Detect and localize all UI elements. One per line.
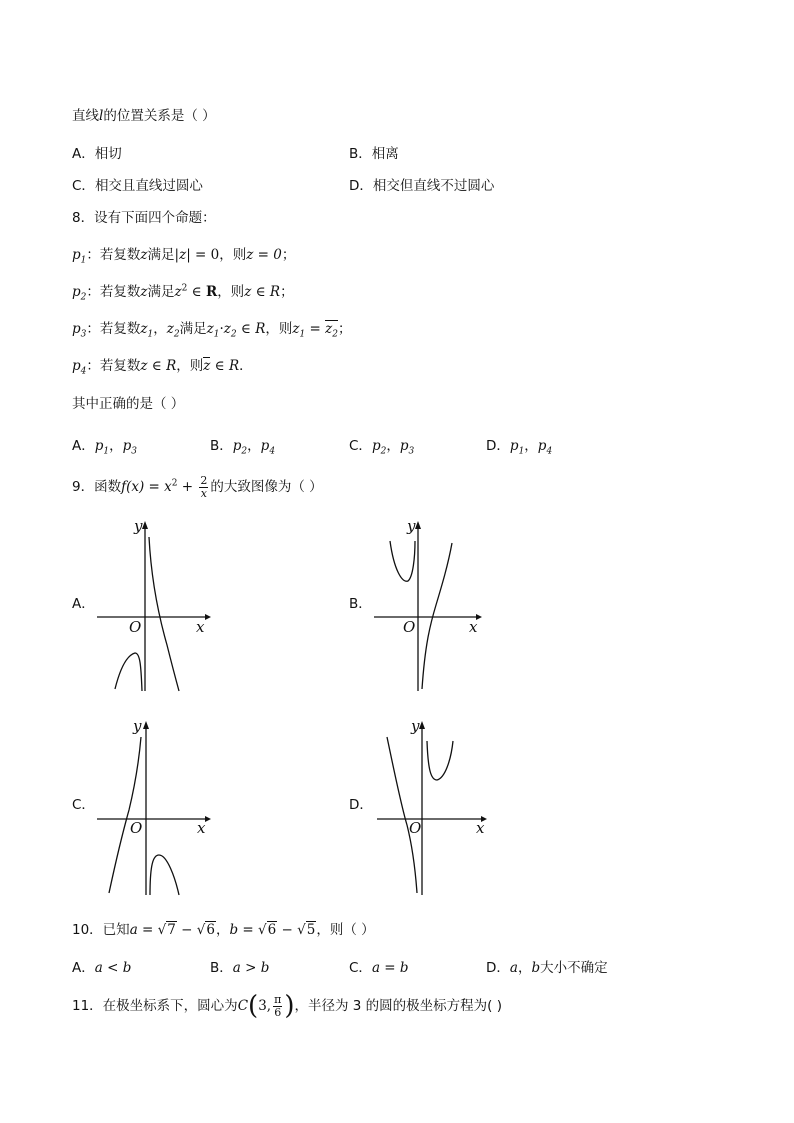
q10-option-b[interactable]: B．a > b	[210, 960, 270, 976]
q10-option-d[interactable]: D．a，b大小不确定	[486, 960, 608, 976]
q8-question: 其中正确的是（ ）	[72, 396, 185, 412]
x-axis-arrow	[205, 614, 211, 620]
q9-option-b-label[interactable]: B．	[349, 596, 372, 612]
q8-option-b[interactable]: B．$p_2$，$p_4$	[210, 438, 276, 457]
curve-right-branch	[427, 741, 453, 780]
curve-left-branch	[115, 653, 142, 691]
y-axis-label: y	[134, 517, 143, 535]
origin-label: O	[409, 819, 422, 837]
origin-label: O	[129, 618, 142, 636]
curve-left-branch	[387, 737, 417, 893]
q8-proposition-p2: $p_2$：若复数z满足$z^2$ ∈ R，则z ∈ R；	[72, 283, 294, 303]
q11-stem: 11．在极坐标系下，圆心为C(3, $\frac{\pi}{6}$ )，半径为 3 的圆的极坐标方程为( )	[72, 991, 502, 1021]
q9-option-c-label[interactable]: C．	[72, 797, 95, 813]
q9-graph-c[interactable]	[95, 715, 215, 900]
q9-graph-a[interactable]	[95, 515, 215, 695]
q7-option-d[interactable]: D．相交但直线不过圆心	[349, 178, 495, 194]
curve-left-branch	[109, 737, 141, 893]
q9-graph-d[interactable]	[375, 715, 495, 900]
curve-right-branch	[422, 543, 452, 689]
q8-proposition-p4: $p_4$：若复数z ∈ R，则z ∈ R．	[72, 358, 253, 377]
y-axis-arrow	[415, 521, 421, 529]
x-axis-arrow	[205, 816, 211, 822]
y-axis-arrow	[419, 721, 425, 729]
q8-option-a[interactable]: A．$p_1$，$p_3$	[72, 438, 138, 457]
q8-option-c[interactable]: C．$p_2$，$p_3$	[349, 438, 415, 457]
q9-option-a-label[interactable]: A．	[72, 596, 95, 612]
x-axis-label: x	[197, 819, 206, 837]
curve-right-branch	[149, 537, 179, 691]
y-axis-arrow	[143, 721, 149, 729]
y-axis-arrow	[142, 521, 148, 529]
x-axis-label: x	[476, 819, 485, 837]
x-axis-label: x	[469, 618, 478, 636]
q9-graph-b[interactable]	[372, 515, 492, 695]
q7-option-c[interactable]: C．相交且直线过圆心	[72, 178, 203, 194]
q10-stem: 10．已知a = √7 − √6，b = √6 − √5，则（ ）	[72, 922, 375, 938]
curve-left-branch	[390, 541, 415, 581]
origin-label: O	[130, 819, 143, 837]
q7-option-b[interactable]: B．相离	[349, 146, 399, 162]
y-axis-label: y	[407, 517, 416, 535]
q10-option-a[interactable]: A．a < b	[72, 960, 132, 976]
q7-stem: 直线l的位置关系是（ ）	[72, 108, 216, 124]
q10-option-c[interactable]: C．a = b	[349, 960, 409, 976]
curve-right-branch	[150, 855, 179, 895]
y-axis-label: y	[411, 717, 420, 735]
q9-stem: 9．函数$f(x) = x^2$ + $\frac{2}{x}$ 的大致图像为（ ）	[72, 473, 323, 500]
q8-proposition-p1: $p_1$：若复数z满足|z| = 0，则z = 0；	[72, 247, 296, 266]
q9-option-d-label[interactable]: D．	[349, 797, 373, 813]
q7-option-a[interactable]: A．相切	[72, 146, 122, 162]
q8-proposition-p3: $p_3$：若复数$z_1$，$z_2$满足$z_1\cdot z_2$ ∈ R，则$z_1 = z_2$；	[72, 321, 352, 340]
x-axis-label: x	[196, 618, 205, 636]
origin-label: O	[403, 618, 416, 636]
q8-option-d[interactable]: D．$p_1$，$p_4$	[486, 438, 553, 457]
q8-stem: 8．设有下面四个命题：	[72, 210, 216, 226]
y-axis-label: y	[133, 717, 142, 735]
